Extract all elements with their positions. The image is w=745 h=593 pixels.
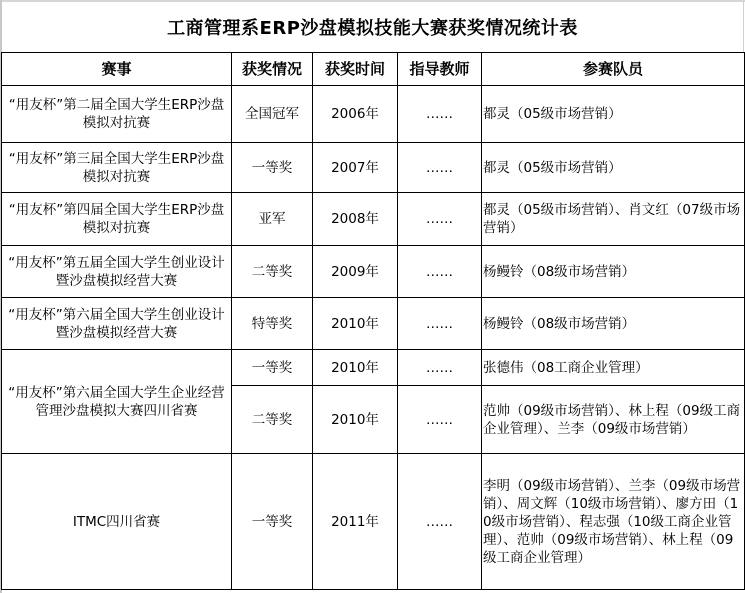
table-row <box>2 350 745 386</box>
award-cell[interactable]: 一等奖 <box>232 454 313 590</box>
team-cell[interactable]: 都灵（05级市场营销）、肖文红（07级市场营销） <box>482 193 745 246</box>
team-cell[interactable]: 张德伟（08工商企业管理） <box>482 350 745 386</box>
teacher-cell[interactable]: …… <box>398 386 482 454</box>
year-cell[interactable]: 2007年 <box>313 143 398 193</box>
event-cell[interactable]: “用友杯”第四届全国大学生ERP沙盘模拟对抗赛 <box>2 193 232 246</box>
award-cell[interactable]: 亚军 <box>232 193 313 246</box>
teacher-cell[interactable]: …… <box>398 193 482 246</box>
award-cell[interactable]: 一等奖 <box>232 350 313 386</box>
year-cell[interactable]: 2010年 <box>313 298 398 350</box>
year-cell[interactable]: 2009年 <box>313 246 398 298</box>
table-row <box>2 298 745 350</box>
teacher-cell[interactable]: …… <box>398 246 482 298</box>
year-cell[interactable]: 2006年 <box>313 86 398 143</box>
table-row <box>2 454 745 590</box>
team-cell[interactable]: 都灵（05级市场营销） <box>482 143 745 193</box>
table-row <box>2 193 745 246</box>
teacher-cell[interactable]: …… <box>398 143 482 193</box>
team-cell[interactable]: 都灵（05级市场营销） <box>482 86 745 143</box>
teacher-cell[interactable]: …… <box>398 350 482 386</box>
table-row <box>2 143 745 193</box>
teacher-cell[interactable]: …… <box>398 454 482 590</box>
teacher-cell[interactable]: …… <box>398 298 482 350</box>
year-cell[interactable]: 2010年 <box>313 386 398 454</box>
header-row <box>2 53 745 86</box>
award-cell[interactable]: 一等奖 <box>232 143 313 193</box>
event-cell[interactable]: “用友杯”第六届全国大学生创业设计暨沙盘模拟经营大赛 <box>2 298 232 350</box>
header-award[interactable]: 获奖情况 <box>232 53 313 86</box>
table-row <box>2 86 745 143</box>
table-row <box>2 246 745 298</box>
header-team[interactable]: 参赛队员 <box>482 53 745 86</box>
header-event[interactable]: 赛事 <box>2 53 232 86</box>
event-cell[interactable]: “用友杯”第三届全国大学生ERP沙盘模拟对抗赛 <box>2 143 232 193</box>
year-cell[interactable]: 2010年 <box>313 350 398 386</box>
event-cell-merged[interactable]: “用友杯”第六届全国大学生企业经营管理沙盘模拟大赛四川省赛 <box>2 350 232 454</box>
year-cell[interactable]: 2011年 <box>313 454 398 590</box>
award-cell[interactable]: 特等奖 <box>232 298 313 350</box>
event-cell[interactable]: “用友杯”第五届全国大学生创业设计暨沙盘模拟经营大赛 <box>2 246 232 298</box>
team-cell[interactable]: 杨鳗铃（08级市场营销） <box>482 298 745 350</box>
event-cell[interactable]: “用友杯”第二届全国大学生ERP沙盘模拟对抗赛 <box>2 86 232 143</box>
table-title[interactable]: 工商管理系ERP沙盘模拟技能大赛获奖情况统计表 <box>2 2 744 52</box>
team-cell[interactable]: 杨鳗铃（08级市场营销） <box>482 246 745 298</box>
header-year[interactable]: 获奖时间 <box>313 53 398 86</box>
team-cell[interactable]: 范帅（09级市场营销）、林上程（09级工商企业管理）、兰李（09级市场营销） <box>482 386 745 454</box>
award-cell[interactable]: 二等奖 <box>232 246 313 298</box>
teacher-cell[interactable]: …… <box>398 86 482 143</box>
year-cell[interactable]: 2008年 <box>313 193 398 246</box>
team-cell[interactable]: 李明（09级市场营销）、兰李（09级市场营销）、周文辉（10级市场营销）、廖方田（10级市场营销）、程志强（10级工商企业管理）、范帅（09级市场营销）、林上程（09级工商企业管理） <box>482 454 745 590</box>
event-cell[interactable]: ITMC四川省赛 <box>2 454 232 590</box>
award-cell[interactable]: 二等奖 <box>232 386 313 454</box>
award-statistics-table <box>1 52 745 590</box>
award-cell[interactable]: 全国冠军 <box>232 86 313 143</box>
header-teacher[interactable]: 指导教师 <box>398 53 482 86</box>
